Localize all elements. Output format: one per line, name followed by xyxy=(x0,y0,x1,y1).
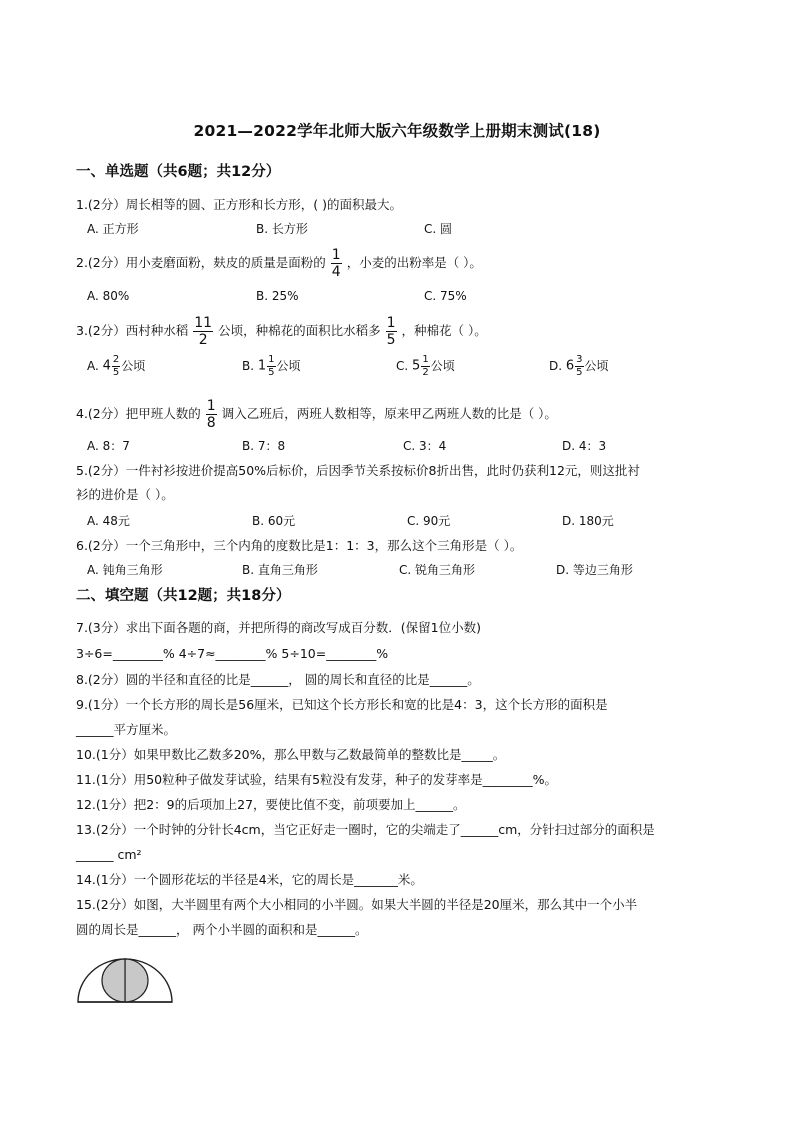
mixed-whole: 6 xyxy=(565,358,575,374)
q3-fraction-1 xyxy=(193,316,213,347)
mixed-whole: 4 xyxy=(102,358,111,374)
question-1: 1.(2分）周长相等的圆、正方形和长方形，( )的面积最大。 xyxy=(76,197,402,212)
q3-option-b[interactable] xyxy=(242,355,301,378)
fraction-numerator: 11 xyxy=(194,315,213,331)
question-5-line-1: 5.(2分）一件衬衫按进价提高50%后标价，后因季节关系按标价8折出售，此时仍获利12元，则这批衬 xyxy=(76,463,640,478)
option-label: A. xyxy=(87,359,99,373)
q1-option-c[interactable]: C. 圆 xyxy=(424,222,453,236)
fraction-denominator: 5 xyxy=(268,367,275,378)
q3-text-pre: 3.(2分）西村种水稻 xyxy=(76,323,189,338)
mixed-fraction xyxy=(575,355,583,378)
question-9-line-2[interactable]: ______平方厘米。 xyxy=(76,722,177,737)
option-unit: 公顷 xyxy=(121,359,146,373)
mixed-whole: 5 xyxy=(412,358,421,374)
q6-option-b[interactable]: B. 直角三角形 xyxy=(242,563,318,577)
question-13-line-1[interactable]: 13.(2分）一个时钟的分针长4cm，当它正好走一圈时，它的尖端走了______cm，分针扫过部分的面积是 xyxy=(76,822,655,837)
mixed-number xyxy=(412,355,431,378)
q5-option-b[interactable]: B. 60元 xyxy=(252,514,296,528)
page-title: 2021—2022学年北师大版六年级数学上册期末测试(18) xyxy=(193,122,601,140)
question-15-line-1: 15.(2分）如图，大半圆里有两个大小相同的小半圆。如果大半圆的半径是20厘米，那么其中一个小半 xyxy=(76,897,638,912)
question-8[interactable]: 8.(2分）圆的半径和直径的比是______， 圆的周长和直径的比是______。 xyxy=(76,672,480,687)
q4-text-post: 调入乙班后，两班人数相等，原来甲乙两班人数的比是（ ）。 xyxy=(221,406,557,421)
option-unit: 公顷 xyxy=(276,359,301,373)
q4-option-d[interactable]: D. 4：3 xyxy=(562,439,607,453)
fraction-denominator: 2 xyxy=(422,367,429,378)
question-9-line-1: 9.(1分）一个长方形的周长是56厘米，已知这个长方形长和宽的比是4：3，这个长方形的面积是 xyxy=(76,697,608,712)
fraction-denominator: 8 xyxy=(206,415,216,431)
mixed-whole: 1 xyxy=(257,358,267,374)
mixed-fraction xyxy=(112,355,120,378)
question-12[interactable]: 12.(1分）把2：9的后项加上27，要使比值不变，前项要加上______。 xyxy=(76,797,466,812)
fraction-numerator: 2 xyxy=(112,354,120,365)
option-label: C. xyxy=(396,359,409,373)
q2-text-post: ，小麦的出粉率是（ ）。 xyxy=(346,255,482,270)
mixed-fraction xyxy=(421,355,429,378)
mixed-number xyxy=(103,355,122,378)
q2-option-c[interactable]: C. 75% xyxy=(424,289,467,303)
fraction-denominator: 2 xyxy=(198,332,208,348)
q2-text-pre: 2.(2分）用小麦磨面粉，麸皮的质量是面粉的 xyxy=(76,255,326,270)
q6-option-c[interactable]: C. 锐角三角形 xyxy=(399,563,476,577)
q6-option-a[interactable]: A. 钝角三角形 xyxy=(87,563,163,577)
q2-option-b[interactable]: B. 25% xyxy=(256,289,299,303)
section-heading-fill-in: 二、填空题（共12题；共18分） xyxy=(76,588,291,604)
fraction-denominator: 5 xyxy=(576,367,583,378)
question-5-line-2: 衫的进价是（ ）。 xyxy=(76,487,174,502)
option-label: D. xyxy=(549,359,563,373)
q3-text-post: ，种棉花（ ）。 xyxy=(401,323,487,338)
question-3 xyxy=(76,316,487,347)
question-10[interactable]: 10.(1分）如果甲数比乙数多20%，那么甲数与乙数最简单的整数比是_____。 xyxy=(76,747,506,762)
q6-option-d[interactable]: D. 等边三角形 xyxy=(556,563,633,577)
question-4 xyxy=(76,399,557,430)
fraction-denominator: 5 xyxy=(386,332,396,348)
question-7-line-2[interactable]: 3÷6=________% 4÷7≈________% 5÷10=________% xyxy=(76,646,389,661)
question-7-line-1: 7.(3分）求出下面各题的商，并把所得的商改写成百分数．(保留1位小数) xyxy=(76,620,481,635)
fraction-numerator: 1 xyxy=(268,354,275,365)
mixed-number xyxy=(258,355,277,378)
q5-option-a[interactable]: A. 48元 xyxy=(87,514,130,528)
q1-option-a[interactable]: A. 正方形 xyxy=(87,222,139,236)
q5-option-c[interactable]: C. 90元 xyxy=(407,514,451,528)
q4-text-pre: 4.(2分）把甲班人数的 xyxy=(76,406,201,421)
q2-fraction xyxy=(331,248,342,279)
fraction-denominator: 4 xyxy=(331,264,341,280)
fraction-numerator: 3 xyxy=(576,354,583,365)
question-14[interactable]: 14.(1分）一个圆形花坛的半径是4米，它的周长是_______米。 xyxy=(76,872,423,887)
q3-option-a[interactable] xyxy=(87,355,145,378)
fraction-numerator: 1 xyxy=(422,354,429,365)
q3-text-mid: 公顷，种棉花的面积比水稻多 xyxy=(218,323,381,338)
fraction-denominator: 5 xyxy=(112,367,120,378)
q5-option-d[interactable]: D. 180元 xyxy=(562,514,614,528)
q4-option-a[interactable]: A. 8：7 xyxy=(87,439,130,453)
semicircle-figure xyxy=(76,957,176,1005)
q4-fraction xyxy=(206,399,217,430)
q4-option-b[interactable]: B. 7：8 xyxy=(242,439,286,453)
mixed-fraction xyxy=(267,355,275,378)
q3-fraction-2 xyxy=(386,316,397,347)
section-heading-single-choice: 一、单选题（共6题；共12分） xyxy=(76,164,281,180)
mixed-number xyxy=(566,355,585,378)
fraction-numerator: 1 xyxy=(331,247,341,263)
option-unit: 公顷 xyxy=(430,359,455,373)
question-15-line-2[interactable]: 圆的周长是______， 两个小半圆的面积和是______。 xyxy=(76,922,368,937)
option-unit: 公顷 xyxy=(584,359,609,373)
question-13-line-2[interactable]: ______ cm² xyxy=(76,847,142,862)
option-label: B. xyxy=(242,359,255,373)
q1-option-b[interactable]: B. 长方形 xyxy=(256,222,308,236)
question-11[interactable]: 11.(1分）用50粒种子做发芽试验，结果有5粒没有发芽，种子的发芽率是________%。 xyxy=(76,772,557,787)
fraction-numerator: 1 xyxy=(386,315,396,331)
question-6: 6.(2分）一个三角形中，三个内角的度数比是1：1：3，那么这个三角形是（ ）。 xyxy=(76,538,523,553)
q4-option-c[interactable]: C. 3：4 xyxy=(403,439,447,453)
q2-option-a[interactable]: A. 80% xyxy=(87,289,130,303)
q3-option-c[interactable] xyxy=(396,355,455,378)
fraction-numerator: 1 xyxy=(206,398,216,414)
question-2 xyxy=(76,248,482,279)
q3-option-d[interactable] xyxy=(549,355,609,378)
